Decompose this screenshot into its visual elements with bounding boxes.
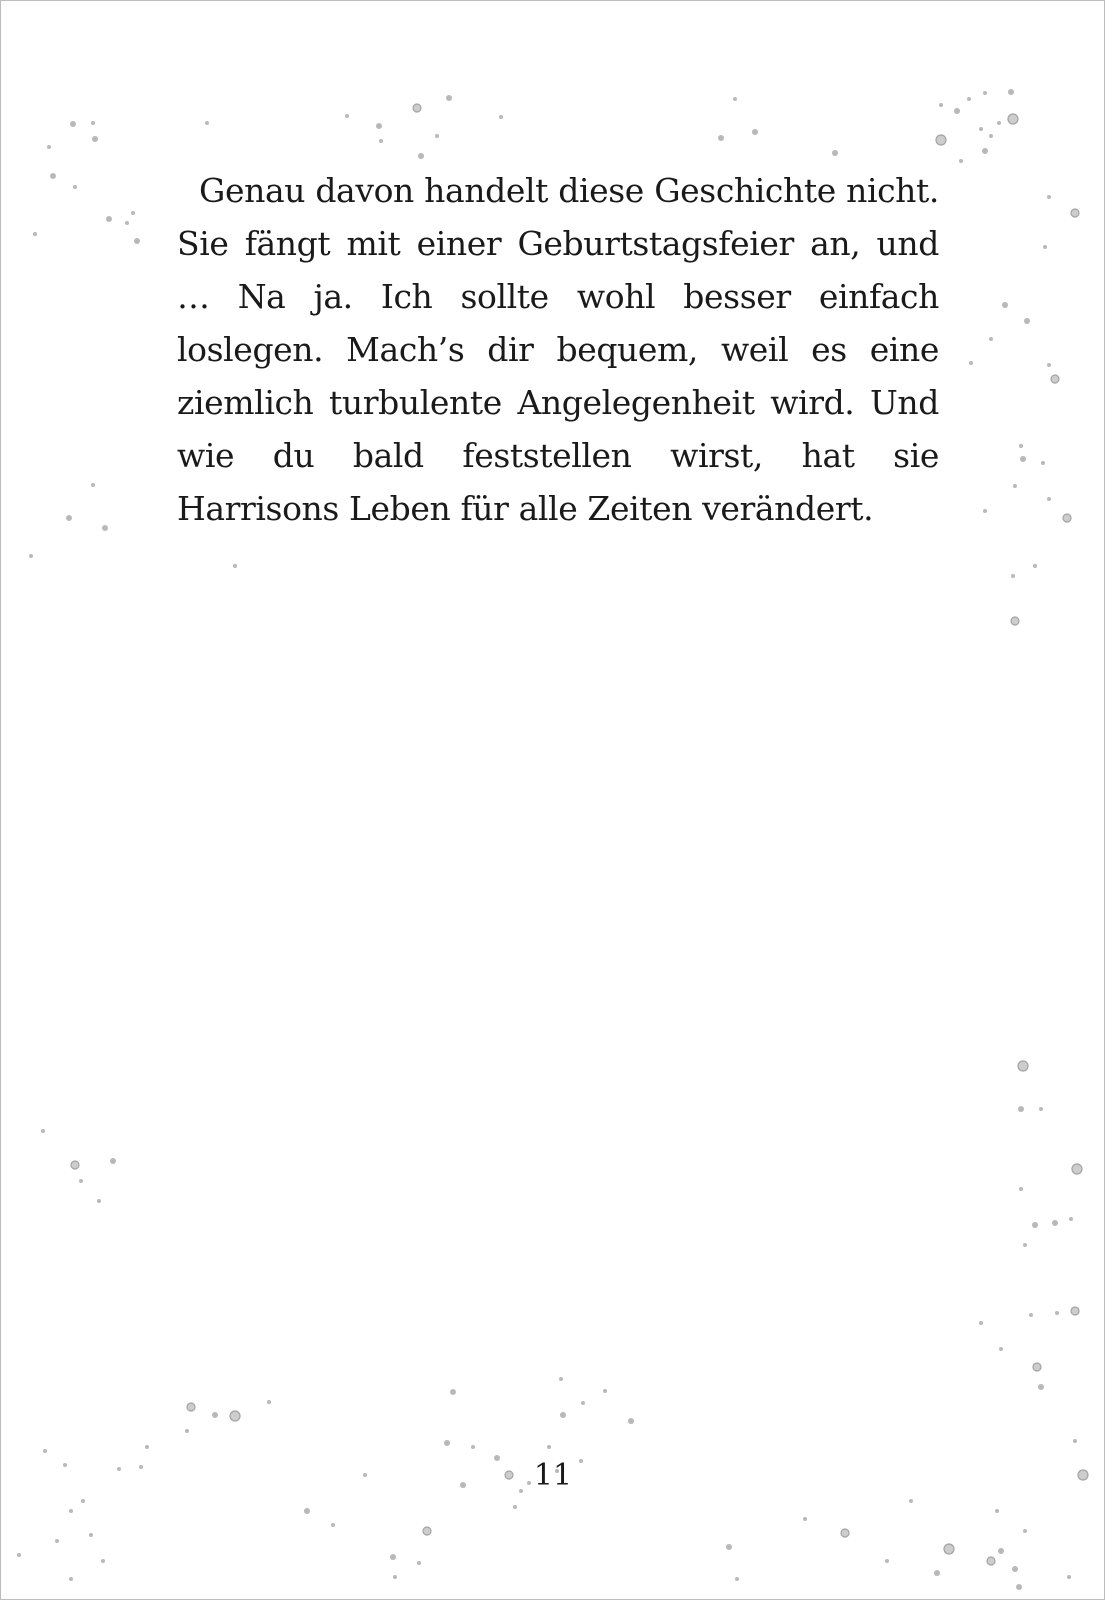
sparkle-dot (499, 115, 503, 119)
sparkle-dot (1016, 1584, 1022, 1590)
body-paragraph: Genau davon handelt diese Geschichte nicht. Sie fängt mit einer Geburtstagsfeier an, und … Na ja. Ich sollte wohl besser einfach loslegen. Mach’s dir bequem, weil es eine ziemlich turbulente Angelegenheit wird. Und wie du bald feststellen wirst, hat sie Harrisons Leben für alle Zeiten verändert. (177, 171, 939, 528)
sparkle-dot (125, 221, 129, 225)
sparkle-dot (446, 95, 452, 101)
sparkle-dot (944, 1544, 954, 1554)
sparkle-dot (997, 121, 1001, 125)
sparkle-dot (1012, 1566, 1018, 1572)
sparkle-dot (1002, 302, 1008, 308)
sparkle-dot (1051, 375, 1059, 383)
sparkle-dot (832, 150, 838, 156)
sparkle-dot (233, 564, 237, 568)
sparkle-dot (989, 134, 993, 138)
sparkle-dot (718, 135, 724, 141)
sparkle-dot (560, 1412, 566, 1418)
sparkle-dot (50, 173, 56, 179)
sparkle-dot (1023, 1243, 1027, 1247)
sparkle-dot (29, 554, 33, 558)
sparkle-dot (69, 1577, 73, 1581)
sparkle-dot (1047, 363, 1051, 367)
sparkle-dot (79, 1179, 83, 1183)
sparkle-dot (909, 1499, 913, 1503)
sparkle-dot (982, 148, 988, 154)
sparkle-dot (418, 153, 424, 159)
sparkle-dot (1008, 114, 1018, 124)
sparkle-dot (1047, 497, 1051, 501)
sparkle-dot (999, 1347, 1003, 1351)
sparkle-dot (17, 1553, 21, 1557)
sparkle-dot (331, 1523, 335, 1527)
sparkle-dot (494, 1455, 500, 1461)
sparkle-dot (1029, 1313, 1033, 1317)
sparkle-dot (471, 1445, 475, 1449)
sparkle-dot (91, 121, 95, 125)
sparkle-dot (73, 185, 77, 189)
page-number: 11 (533, 1458, 573, 1493)
sparkle-dot (1013, 484, 1017, 488)
sparkle-dot (1052, 1220, 1058, 1226)
sparkle-dot (1041, 461, 1045, 465)
sparkle-dot (939, 103, 943, 107)
sparkle-dot (212, 1412, 218, 1418)
sparkle-dot (81, 1499, 85, 1503)
sparkle-dot (1071, 209, 1079, 217)
sparkle-dot (41, 1129, 45, 1133)
sparkle-dot (1039, 1107, 1043, 1111)
sparkle-dot (423, 1527, 431, 1535)
sparkle-dot (505, 1471, 513, 1479)
sparkle-dot (390, 1554, 396, 1560)
sparkle-dot (205, 121, 209, 125)
sparkle-dot (1055, 1311, 1059, 1315)
sparkle-dot (995, 1509, 999, 1513)
sparkle-dot (969, 361, 973, 365)
sparkle-dot (97, 1199, 101, 1203)
sparkle-dot (1008, 89, 1014, 95)
sparkle-dot (187, 1403, 195, 1411)
sparkle-dot (1023, 1529, 1027, 1533)
sparkle-dot (983, 91, 987, 95)
sparkle-dot (934, 1570, 940, 1576)
sparkle-dot (1032, 1222, 1038, 1228)
sparkle-dot (134, 238, 140, 244)
sparkle-dot (979, 127, 983, 131)
sparkle-dot (33, 232, 37, 236)
sparkle-dot (450, 1389, 456, 1395)
sparkle-dot (117, 1467, 121, 1471)
sparkle-dot (1063, 514, 1071, 522)
sparkle-dot (345, 114, 349, 118)
sparkle-dot (91, 483, 95, 487)
sparkle-dot (513, 1505, 517, 1509)
sparkle-dot (376, 123, 382, 129)
sparkle-dot (139, 1465, 143, 1469)
sparkle-dot (726, 1544, 732, 1550)
sparkle-dot (959, 159, 963, 163)
sparkle-dot (1033, 564, 1037, 568)
sparkle-dot (581, 1401, 585, 1405)
sparkle-dot (43, 1449, 47, 1453)
sparkle-dot (1043, 245, 1047, 249)
sparkle-dot (92, 136, 98, 142)
sparkle-dot (363, 1473, 367, 1477)
sparkle-dot (185, 1429, 189, 1433)
sparkle-dot (1073, 1439, 1077, 1443)
sparkle-dot (460, 1482, 466, 1488)
sparkle-dot (1069, 1217, 1073, 1221)
sparkle-dot (89, 1533, 93, 1537)
sparkle-dot (106, 216, 112, 222)
sparkle-dot (885, 1559, 889, 1563)
sparkle-dot (998, 1548, 1004, 1554)
sparkle-dot (979, 1321, 983, 1325)
sparkle-dot (1038, 1384, 1044, 1390)
sparkle-dot (435, 134, 439, 138)
sparkle-dot (66, 515, 72, 521)
sparkle-dot (145, 1445, 149, 1449)
sparkle-dot (1078, 1470, 1088, 1480)
sparkle-dot (1047, 195, 1051, 199)
sparkle-dot (803, 1517, 807, 1521)
sparkle-dot (752, 129, 758, 135)
sparkle-dot (1018, 1061, 1028, 1071)
sparkle-dot (1067, 1575, 1071, 1579)
sparkle-dot (70, 121, 76, 127)
sparkle-dot (230, 1411, 240, 1421)
sparkle-dot (989, 337, 993, 341)
sparkle-dot (379, 139, 383, 143)
sparkle-dot (1072, 1164, 1082, 1174)
sparkle-dot (393, 1575, 397, 1579)
sparkle-dot (71, 1161, 79, 1169)
sparkle-dot (444, 1440, 450, 1446)
sparkle-dot (131, 211, 135, 215)
sparkle-dot (63, 1463, 67, 1467)
sparkle-dot (1019, 1187, 1023, 1191)
sparkle-dot (1011, 617, 1019, 625)
sparkle-dot (1071, 1307, 1079, 1315)
sparkle-dot (101, 1559, 105, 1563)
sparkle-dot (987, 1557, 995, 1565)
sparkle-dot (55, 1539, 59, 1543)
sparkle-dot (1011, 574, 1015, 578)
sparkle-dot (304, 1508, 310, 1514)
sparkle-dot (267, 1400, 271, 1404)
sparkle-dot (1019, 444, 1023, 448)
sparkle-dot (102, 525, 108, 531)
sparkle-dot (936, 135, 946, 145)
sparkle-dot (413, 104, 421, 112)
sparkle-dot (1024, 318, 1030, 324)
sparkle-dot (559, 1377, 563, 1381)
sparkle-dot (1033, 1363, 1041, 1371)
sparkle-dot (841, 1529, 849, 1537)
sparkle-dot (954, 108, 960, 114)
sparkle-dot (69, 1509, 73, 1513)
sparkle-dot (1020, 456, 1026, 462)
sparkle-dot (983, 509, 987, 513)
sparkle-dot (110, 1158, 116, 1164)
sparkle-dot (417, 1561, 421, 1565)
sparkle-dot (1018, 1106, 1024, 1112)
sparkle-dot (603, 1389, 607, 1393)
sparkle-dot (733, 97, 737, 101)
sparkle-dot (967, 97, 971, 101)
sparkle-dot (547, 1445, 551, 1449)
sparkle-dot (628, 1418, 634, 1424)
sparkle-dot (47, 145, 51, 149)
sparkle-dot (735, 1577, 739, 1581)
